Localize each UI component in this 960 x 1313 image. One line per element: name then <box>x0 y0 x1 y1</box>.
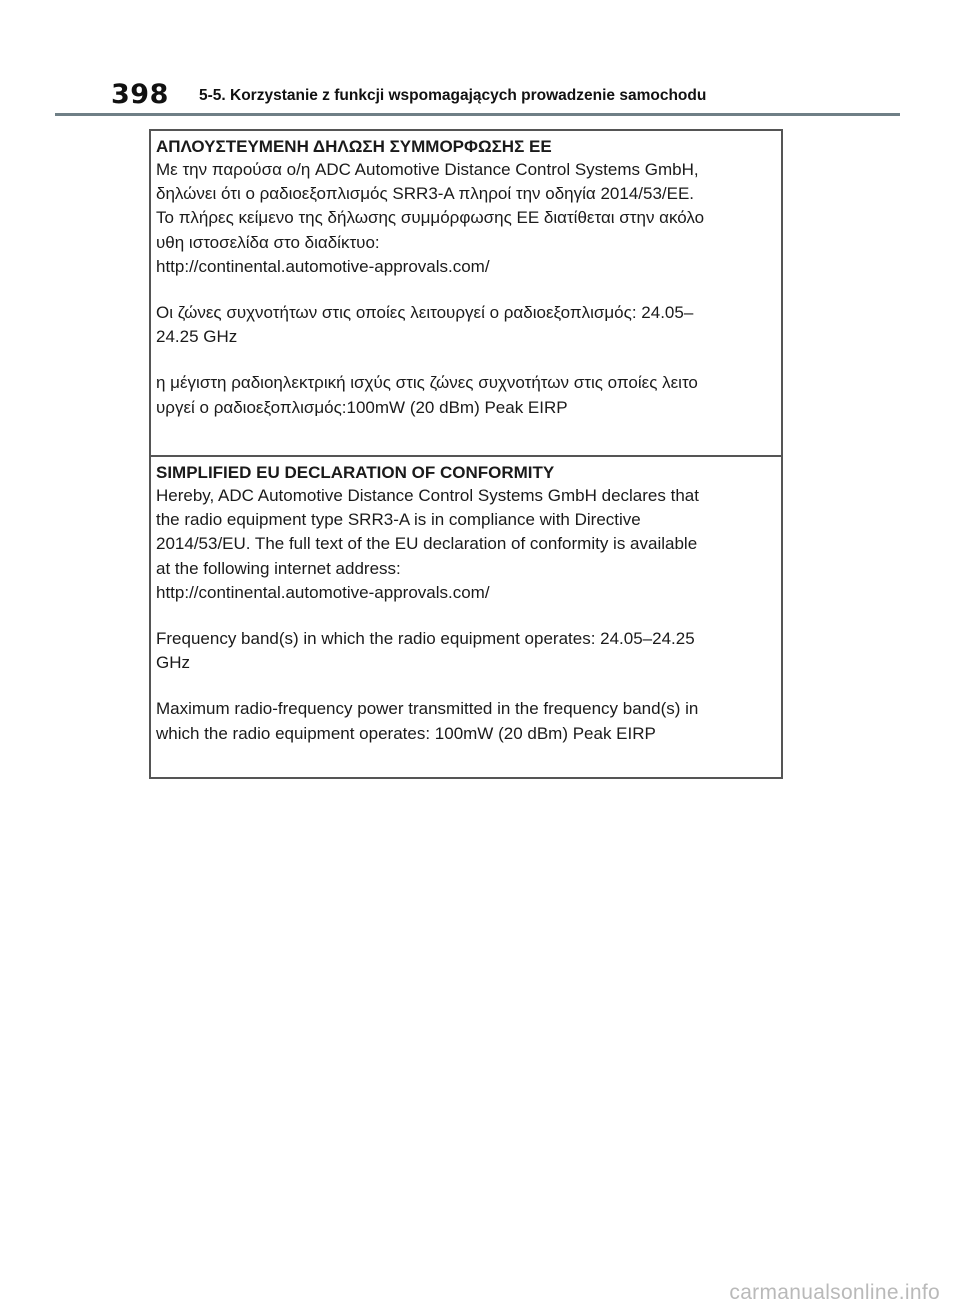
paragraph-line: Frequency band(s) in which the radio equipment operates: 24.05–24.25 <box>156 629 695 649</box>
spacer <box>156 605 776 627</box>
english-power-paragraph <box>156 697 776 745</box>
spacer <box>156 349 776 371</box>
spacer <box>156 279 776 301</box>
paragraph-line: 24.25 GHz <box>156 327 238 347</box>
header-divider <box>55 113 900 116</box>
watermark-text: carmanualsonline.info <box>729 1281 940 1304</box>
page-header <box>55 78 900 116</box>
paragraph-line: υθη ιστοσελίδα στο διαδίκτυο: <box>156 232 380 252</box>
greek-frequency-paragraph <box>156 301 776 349</box>
paragraph-line: η μέγιστη ραδιοηλεκτρική ισχύς στις ζώνες συχνοτήτων στις οποίες λειτο <box>156 373 698 393</box>
section-title: 5-5. Korzystanie z funkcji wspomagających prowadzenie samochodu <box>199 87 707 104</box>
paragraph-line: Με την παρούσα ο/η ADC Automotive Distance Control Systems GmbH, <box>156 160 699 179</box>
paragraph-line: the radio equipment type SRR3-A is in compliance with Directive <box>156 510 641 530</box>
paragraph-line: GHz <box>156 653 190 673</box>
greek-declaration-heading: ΑΠΛΟΥΣΤΕΥΜΕΝΗ ΔΗΛΩΣΗ ΣΥΜΜΟΡΦΩΣΗΣ ΕΕ <box>156 137 552 156</box>
greek-url-line: http://continental.automotive-approvals.com/ <box>156 256 490 276</box>
paragraph-line: υργεί ο ραδιοεξοπλισμός:100mW (20 dBm) Peak EIRP <box>156 397 568 417</box>
greek-intro-paragraph <box>156 158 776 279</box>
english-declaration-section <box>151 457 781 777</box>
paragraph-line: which the radio equipment operates: 100mW (20 dBm) Peak EIRP <box>156 723 656 743</box>
english-frequency-paragraph <box>156 627 776 675</box>
greek-declaration-section <box>151 131 781 457</box>
paragraph-line: Το πλήρες κείμενο της δήλωσης συμμόρφωσης ΕΕ διατίθεται στην ακόλο <box>156 208 705 228</box>
english-intro-paragraph <box>156 484 776 605</box>
paragraph-line: Οι ζώνες συχνοτήτων στις οποίες λειτουργεί ο ραδιοεξοπλισμός: 24.05– <box>156 303 694 323</box>
paragraph-line: 2014/53/EU. The full text of the EU declaration of conformity is available <box>156 534 698 554</box>
paragraph-line: δηλώνει ότι ο ραδιοεξοπλισμός SRR3-A πληροί την οδηγία 2014/53/EE. <box>156 184 695 204</box>
english-url-line: http://continental.automotive-approvals.com/ <box>156 582 490 602</box>
page-number: 398 <box>111 79 169 110</box>
declaration-box <box>149 129 783 779</box>
spacer <box>156 675 776 697</box>
paragraph-line: at the following internet address: <box>156 558 401 578</box>
paragraph-line: Hereby, ADC Automotive Distance Control Systems GmbH declares that <box>156 486 699 505</box>
english-declaration-heading: SIMPLIFIED EU DECLARATION OF CONFORMITY <box>156 463 555 482</box>
paragraph-line: Maximum radio-frequency power transmitted in the frequency band(s) in <box>156 699 699 719</box>
greek-power-paragraph <box>156 371 776 419</box>
